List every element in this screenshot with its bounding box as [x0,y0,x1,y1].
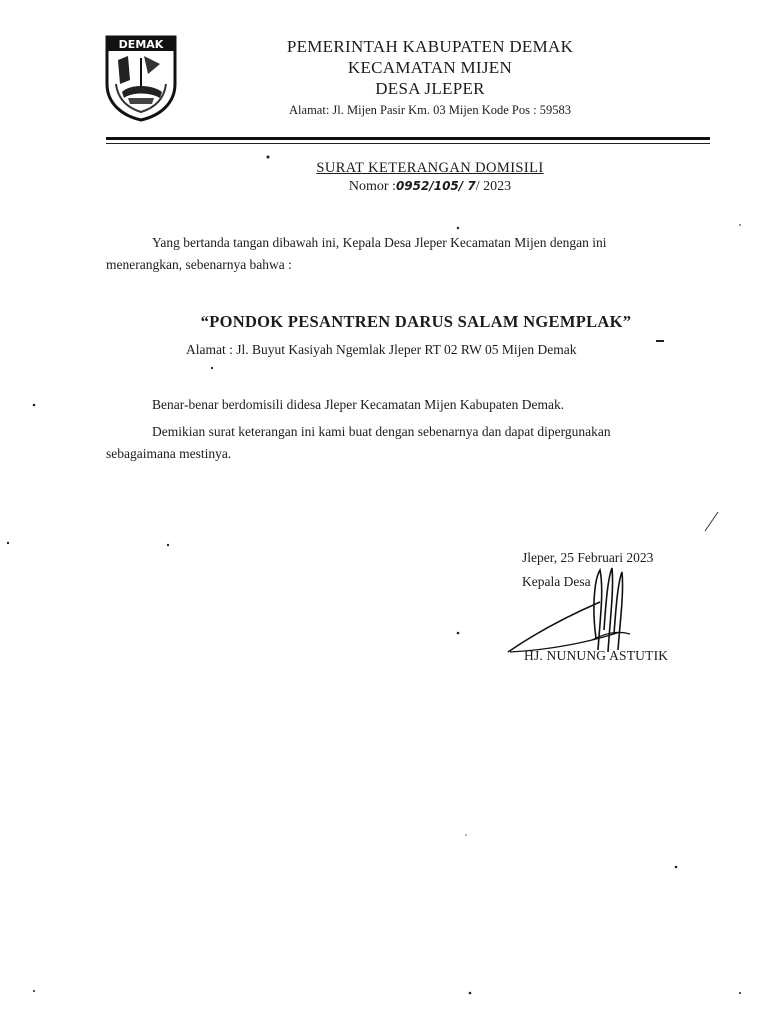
closing-line-2: sebagaimana mestinya. [106,446,232,461]
letterhead [200,36,660,121]
organization-name: “PONDOK PESANTREN DARUS SALAM NGEMPLAK” [200,312,632,331]
closing-paragraph [106,421,714,465]
letterhead-address: Alamat: Jl. Mijen Pasir Km. 03 Mijen Kode Pos : 59583 [289,103,571,117]
letterhead-divider-thin [106,143,710,144]
statement-line: Benar-benar berdomisili didesa Jleper Kecamatan Mijen Kabupaten Demak. [152,397,565,412]
signer-name: HJ. NUNUNG ASTUTIK [524,648,669,663]
document-number-prefix: Nomor : [348,179,396,194]
opening-line-1: Yang bertanda tangan dibawah ini, Kepala Desa Jleper Kecamatan Mijen dengan ini [152,235,607,250]
district-name: KECAMATAN MIJEN [347,58,513,77]
closing-line-1: Demikian surat keterangan ini kami buat dengan sebenarnya dan dapat dipergunakan [152,424,611,439]
government-name: PEMERINTAH KABUPATEN DEMAK [286,37,574,56]
document-heading [200,160,660,196]
letterhead-divider-thick [106,137,710,140]
signer-position: Kepala Desa [522,574,591,589]
document-number-suffix: / 2023 [475,179,512,194]
document-number [200,177,660,196]
opening-line-2: menerangkan, sebenarnya bahwa : [106,257,292,272]
organization-address: Alamat : Jl. Buyut Kasiyah Ngemlak Jleper RT 02 RW 05 Mijen Demak [186,342,577,357]
demak-regency-emblem-icon [104,34,178,122]
logo-text: DEMAK [118,38,164,51]
village-name: DESA JLEPER [375,79,485,98]
document-number-handwritten: 0952/105/ 7 [395,179,476,193]
place-date: Jleper, 25 Februari 2023 [522,550,654,565]
document-title: SURAT KETERANGAN DOMISILI [316,160,544,176]
opening-paragraph [106,232,714,276]
statement-paragraph [106,394,714,416]
